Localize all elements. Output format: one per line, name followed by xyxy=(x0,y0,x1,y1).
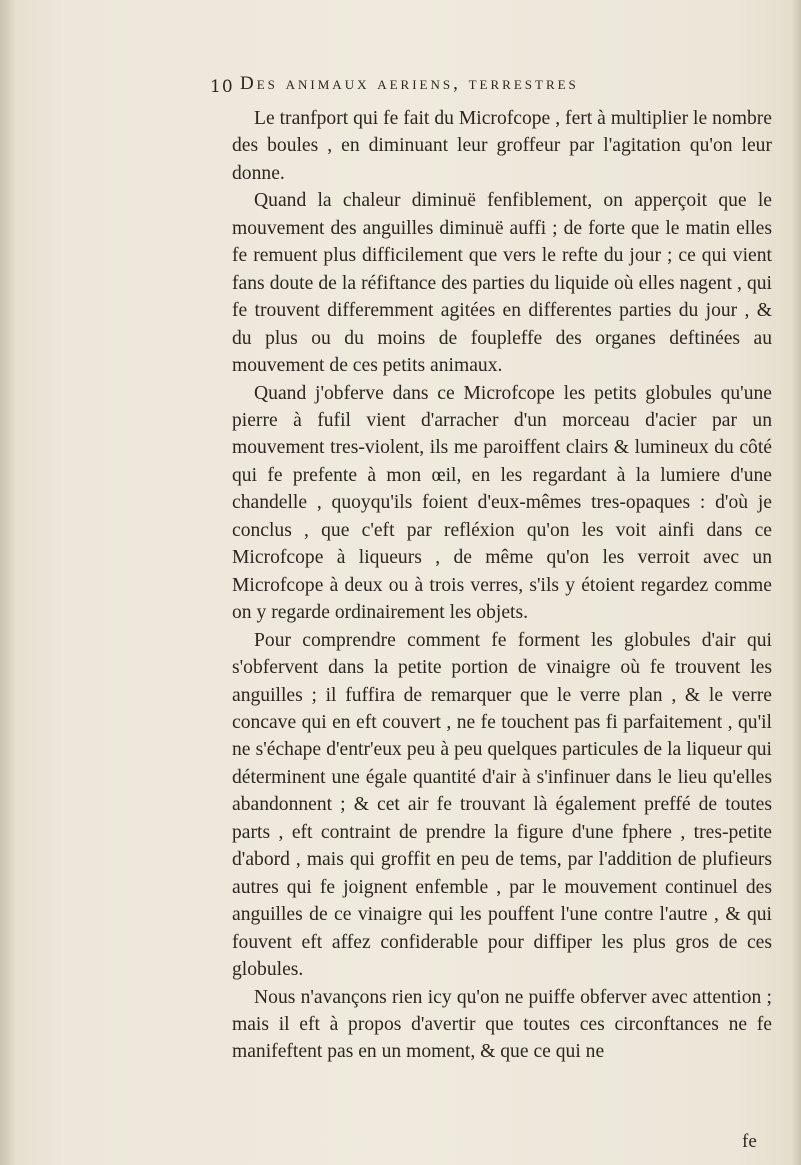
page-edge-shadow xyxy=(791,0,801,1165)
running-head: Des animaux aeriens, terrestres xyxy=(240,73,579,94)
paragraph: Nous n'avançons rien icy qu'on ne puiffe obferver avec attention ; mais il eft à propos d'avertir que toutes ces circonftances ne fe manifeftent pas en un moment, & que ce qui ne xyxy=(232,986,772,1063)
paragraph: Quand la chaleur diminuë fenfiblement, on apperçoit que le mouvement des anguilles diminuë auffi ; de forte que le matin elles fe remuent plus difficilement que vers le refte du jour ; ce qui vient fans doute de la réfiftance des parties du liquide où elles nagent , qui fe trouvent differemment agitées en differentes parties du jour , & du plus ou du moins de foupleffe des organes deftinées au mouvement de ces petits animaux. xyxy=(232,190,772,377)
paragraph: Quand j'obferve dans ce Microfcope les petits globules qu'une pierre à fufil vient d'arracher d'un morceau d'acier par un mouvement tres-violent, ils me paroiffent clairs & lumineux du côté qui fe prefente à mon œil, en les regardant à la lumiere d'une chandelle , quoyqu'ils foient d'eux-mêmes tres-opaques : d'où je conclus , que c'eft par refléxion qu'on les voit ainfi dans ce Microfcope à liqueurs , de même qu'on les verroit avec un Microfcope à deux ou à trois verres, s'ils y étoient regardez comme on y regarde ordinairement les objets. xyxy=(232,382,772,624)
binding-shadow xyxy=(0,0,16,1165)
catchword: fe xyxy=(742,1131,757,1152)
body-text xyxy=(232,105,772,1066)
page-header xyxy=(210,73,770,103)
paragraph: Le tranfport qui fe fait du Microfcope , fert à multiplier le nombre des boules , en diminuant leur groffeur par l'agitation qu'on leur donne. xyxy=(232,108,772,184)
page-number: 10 xyxy=(210,77,234,97)
paragraph: Pour comprendre comment fe forment les globules d'air qui s'obfervent dans la petite portion de vinaigre où fe trouvent les anguilles ; il fuffira de remarquer que le verre plan , & le verre concave qui en eft couvert , ne fe touchent pas fi parfaitement , qu'il ne s'échape d'entr'eux peu à peu quelques particules de la liqueur qui déterminent une égale quantité d'air à s'infinuer dans le lieu qu'elles abandonnent ; & cet air fe trouvant là également preffé de toutes parts , eft contraint de prendre la figure d'une fphere , tres-petite d'abord , mais qui groffit en peu de tems, par l'addition de plufieurs autres qui fe joignent enfemble , par le mouvement continuel des anguilles de ce vinaigre qui les pouffent l'une contre l'autre , & qui fouvent eft affez confiderable pour diffiper les plus gros de ces globules. xyxy=(232,629,772,981)
